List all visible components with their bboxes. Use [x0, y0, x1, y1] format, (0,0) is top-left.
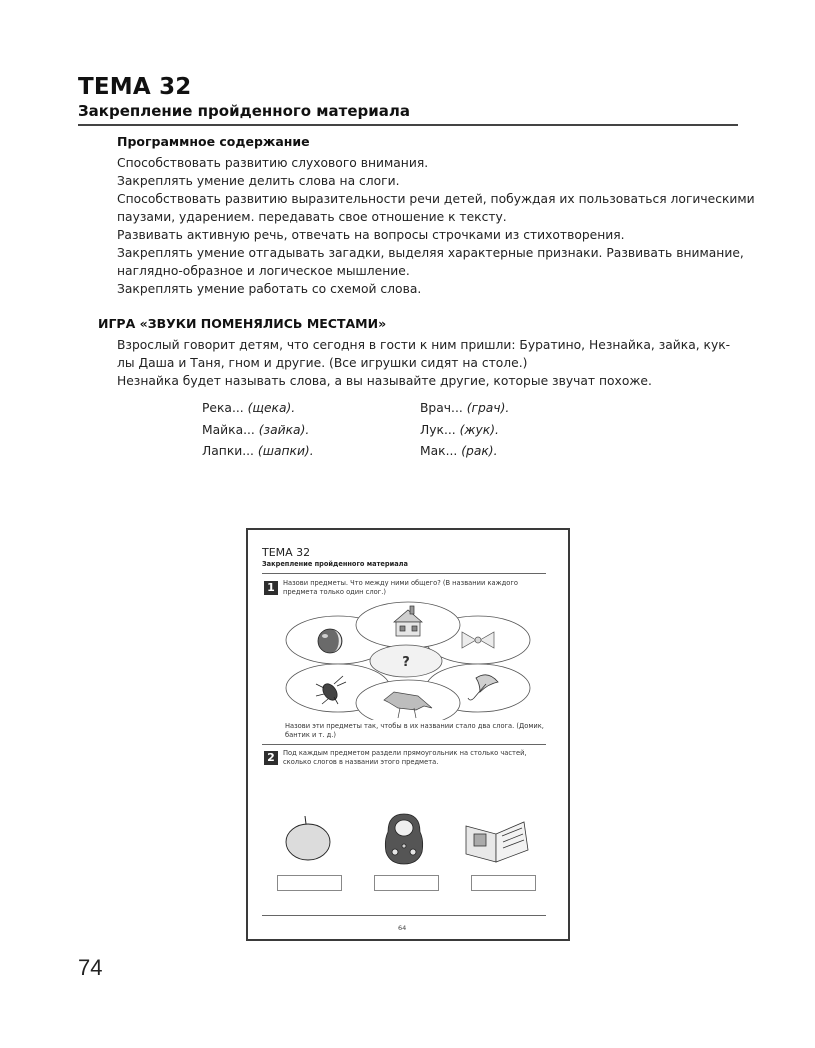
- answer-box-apple[interactable]: [277, 875, 342, 891]
- task-2-line: Под каждым предметом раздели прямоугольник на столько частей,: [283, 749, 527, 757]
- answer-box-book[interactable]: [471, 875, 536, 891]
- task-2-number: 2: [264, 751, 278, 765]
- book-icon: [466, 822, 528, 862]
- task-2-line: сколько слогов в названии этого предмета.: [283, 758, 439, 766]
- pair-word: Река...: [202, 401, 244, 415]
- workbook-divider: [262, 744, 546, 745]
- pair-word: Мак...: [420, 444, 458, 458]
- workbook-title: ТЕМА 32: [262, 546, 311, 559]
- game-description: [117, 336, 730, 390]
- workbook-subtitle: Закрепление пройденного материала: [262, 560, 408, 568]
- program-line: Закреплять умение делить слова на слоги.: [117, 174, 400, 188]
- pair-answer: (зайка).: [258, 422, 310, 437]
- program-line: Способствовать развитию выразительности речи детей, побуждая их пользоваться логическими: [117, 192, 755, 206]
- topic-divider: [78, 124, 738, 126]
- apple-icon: [286, 816, 330, 860]
- game-heading: ИГРА «ЗВУКИ ПОМЕНЯЛИСЬ МЕСТАМИ»: [98, 316, 387, 331]
- center-question-mark: ?: [402, 655, 410, 670]
- game-line: лы Даша и Таня, гном и другие. (Все игрушки сидят на столе.): [117, 356, 528, 370]
- answer-box-matryoshka[interactable]: [374, 875, 439, 891]
- program-content: [117, 154, 755, 298]
- task-2-text: [283, 749, 527, 767]
- game-line: Незнайка будет называть слова, а вы называйте другие, которые звучат похоже.: [117, 374, 652, 388]
- program-line: паузами, ударением. передавать свое отношение к тексту.: [117, 210, 507, 224]
- pair-answer: (рак).: [461, 444, 498, 458]
- task-1-followup-line: Назови эти предметы так, чтобы в их названии стало два слога. (Домик,: [285, 722, 544, 730]
- game-line: Взрослый говорит детям, что сегодня в гости к ним пришли: Буратино, Незнайка, зайка, кук-: [117, 338, 731, 352]
- program-line: Способствовать развитию слухового внимания.: [117, 156, 429, 170]
- pair-word: Лапки...: [202, 444, 254, 458]
- workbook-page-image: [246, 528, 570, 941]
- ellipse-diagram: [248, 598, 568, 720]
- topic-subtitle: Закрепление пройденного материала: [78, 102, 410, 120]
- word-pair: [420, 441, 509, 463]
- ball-icon: [318, 629, 342, 653]
- word-pair: [202, 420, 314, 442]
- pair-answer: (шапки).: [257, 444, 314, 458]
- topic-title: ТЕМА 32: [78, 74, 192, 100]
- word-pair: [420, 398, 509, 420]
- task-1-line: Назови предметы. Что между ними общего? (В названии каждого: [283, 579, 518, 587]
- workbook-divider: [262, 573, 546, 574]
- word-pairs-left: [202, 398, 314, 463]
- word-pair: [420, 420, 509, 442]
- workbook-page-number: 64: [398, 924, 407, 932]
- pair-word: Майка...: [202, 422, 255, 437]
- pair-answer: (щека).: [247, 401, 296, 415]
- task-1-followup: [285, 722, 544, 740]
- word-pair: [202, 441, 314, 463]
- word-pairs-right: [420, 398, 509, 463]
- task-2-pictures: [248, 800, 568, 870]
- task-1-number: 1: [264, 581, 278, 595]
- pair-word: Врач...: [420, 401, 463, 415]
- task-1-line: предмета только один слог.): [283, 588, 386, 596]
- program-heading: Программное содержание: [117, 134, 310, 149]
- pair-answer: (грач).: [466, 401, 510, 415]
- workbook-footer-rule: [262, 915, 546, 916]
- pair-answer: (жук).: [459, 422, 499, 437]
- program-line: Развивать активную речь, отвечать на вопросы строчками из стихотворения.: [117, 228, 625, 242]
- page-number: 74: [78, 955, 103, 980]
- program-line: наглядно-образное и логическое мышление.: [117, 264, 410, 278]
- task-1-text: [283, 579, 518, 597]
- pair-word: Лук...: [420, 422, 456, 437]
- matryoshka-icon: [385, 814, 422, 864]
- task-1-followup-line: бантик и т. д.): [285, 731, 336, 739]
- program-line: Закреплять умение отгадывать загадки, выделяя характерные признаки. Развивать внимание,: [117, 246, 744, 260]
- program-line: Закреплять умение работать со схемой слова.: [117, 282, 422, 296]
- word-pair: [202, 398, 314, 420]
